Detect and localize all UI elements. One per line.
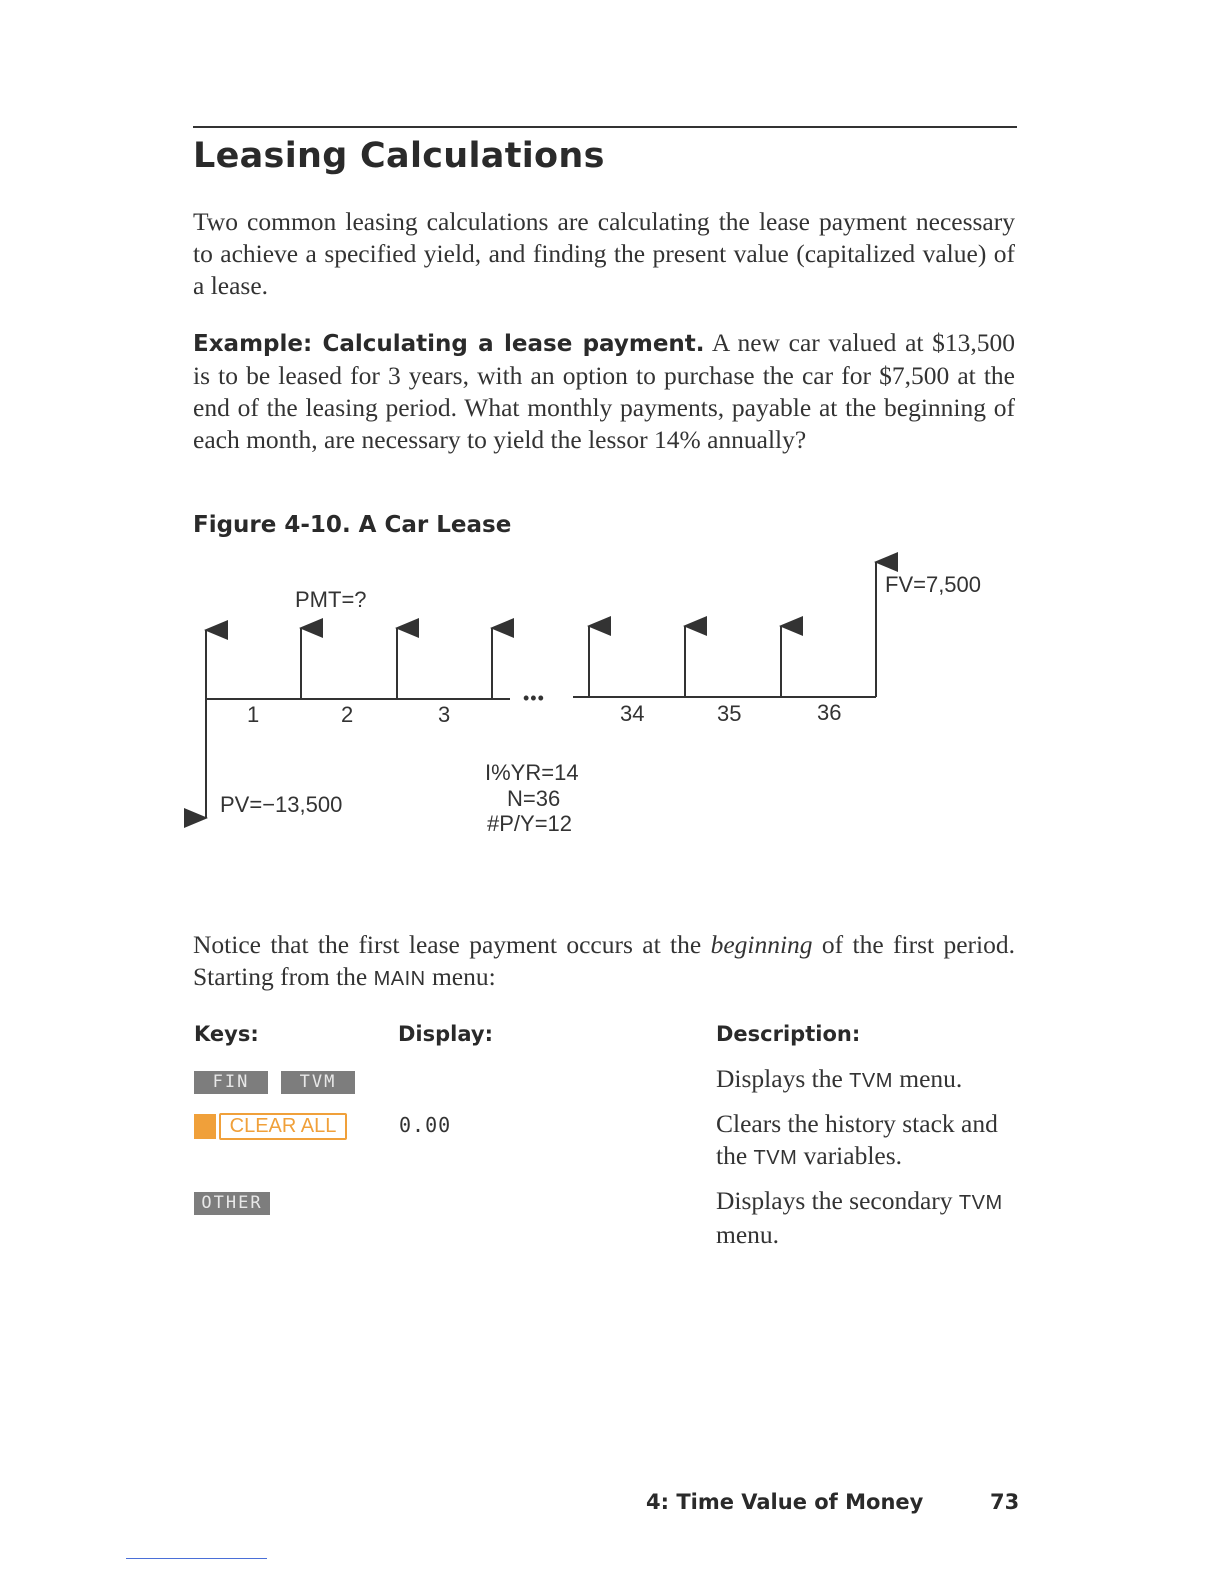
desc-menu-name: TVM: [958, 1192, 1003, 1214]
py-label: #P/Y=12: [487, 811, 573, 836]
period-label: 2: [341, 702, 354, 727]
period-label: 35: [717, 701, 742, 726]
keys-header: Keys:: [194, 1022, 259, 1046]
example-paragraph: [193, 327, 1015, 456]
pv-label: PV=−13,500: [220, 792, 343, 817]
display-value: 0.00: [399, 1113, 452, 1137]
clear-all-key[interactable]: CLEAR ALL: [219, 1113, 347, 1140]
other-menu-key[interactable]: OTHER: [194, 1192, 270, 1215]
fv-label: FV=7,500: [885, 572, 982, 597]
period-label: 34: [620, 701, 645, 726]
desc-text: variables.: [797, 1141, 903, 1170]
desc-text: Displays the secondary: [716, 1186, 959, 1215]
main-menu-name: MAIN: [373, 968, 426, 990]
period-label: 1: [247, 702, 260, 727]
example-label: Example: Calculating a lease payment.: [193, 331, 705, 357]
top-rule: [193, 126, 1017, 128]
example-text: A new car valued at $13,500 is to be leased for 3 years, with an option to purchase the car for $7,500 at the end of the leasing period. What monthly payments, payable at the beginning of each month, are necessary to yield the lessor 14% annually?: [193, 328, 1016, 454]
figure-caption: Figure 4-10. A Car Lease: [193, 512, 512, 538]
intro-paragraph: Two common leasing calculations are calculating the lease payment necessary to achieve a specified yield, and finding the present value (capitalized value) of a lease.: [193, 207, 1015, 300]
fin-menu-key[interactable]: FIN: [194, 1071, 268, 1094]
row1-description: [716, 1063, 1016, 1097]
pmt-label: PMT=?: [295, 587, 367, 612]
period-label: 3: [438, 702, 451, 727]
ellipsis: •••: [523, 688, 545, 708]
notice-paragraph: [193, 929, 1015, 995]
row3-description: [716, 1185, 1016, 1251]
desc-text: menu.: [892, 1064, 963, 1093]
iyr-label: I%YR=14: [485, 760, 579, 785]
shift-key[interactable]: [194, 1114, 216, 1139]
notice-text: of the first period. Starting from the: [193, 930, 1015, 991]
display-header: Display:: [398, 1022, 493, 1046]
bottom-divider: [126, 1558, 267, 1559]
section-title: Leasing Calculations: [193, 136, 605, 176]
desc-text: menu.: [716, 1220, 780, 1249]
chapter-footer: 4: Time Value of Money: [646, 1490, 924, 1514]
desc-menu-name: TVM: [753, 1147, 798, 1169]
desc-text: Clears the history stack and the: [716, 1109, 998, 1170]
notice-emphasis: beginning: [710, 930, 813, 959]
tvm-menu-key[interactable]: TVM: [281, 1071, 355, 1094]
period-label: 36: [817, 700, 842, 725]
n-label: N=36: [507, 786, 561, 811]
row2-description: [716, 1108, 1016, 1174]
page-number: 73: [990, 1490, 1020, 1514]
description-header: Description:: [716, 1022, 861, 1046]
notice-text: menu:: [425, 962, 496, 991]
desc-menu-name: TVM: [849, 1070, 893, 1092]
desc-text: Displays the: [716, 1064, 850, 1093]
notice-text: Notice that the first lease payment occurs at the: [193, 930, 711, 959]
cash-flow-diagram: [0, 550, 1224, 850]
